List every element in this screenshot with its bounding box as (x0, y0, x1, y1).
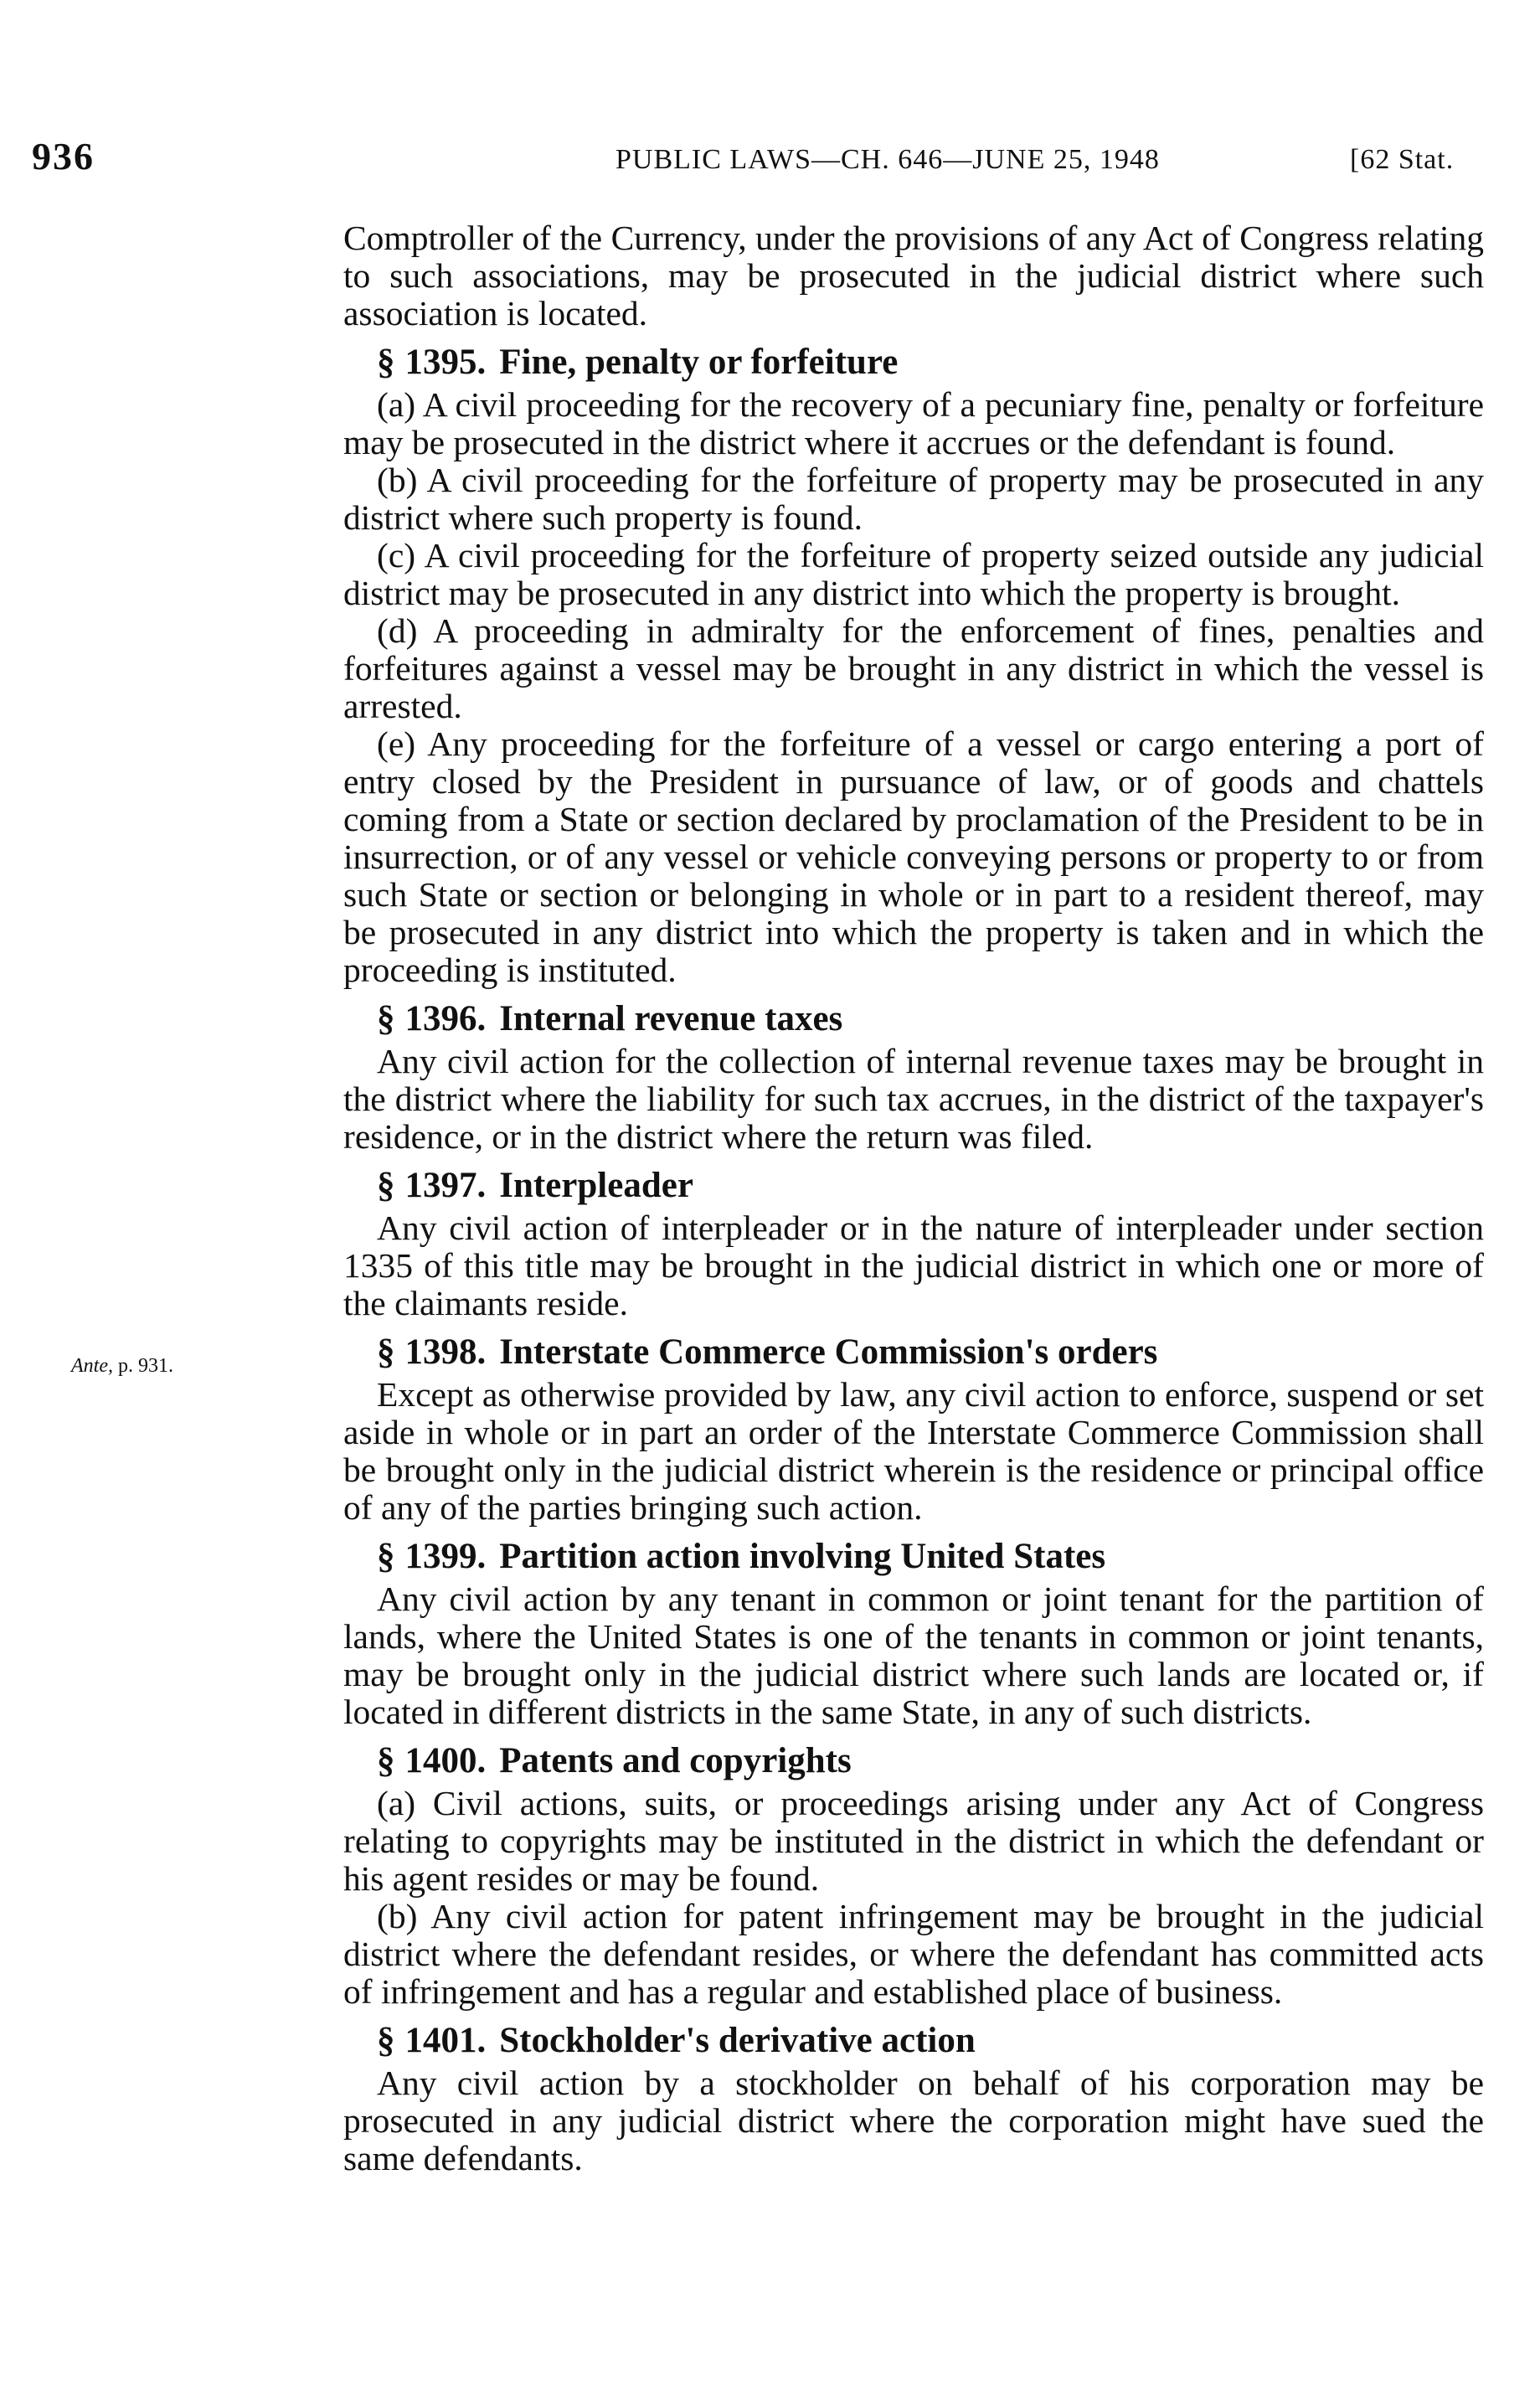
section-number: 1399. (404, 1537, 487, 1576)
margin-note-label: Ante, (71, 1355, 113, 1377)
section-1401 (343, 2021, 1484, 2177)
section-heading (343, 2021, 1484, 2061)
section-mark: § (377, 1537, 395, 1576)
section-1396 (343, 999, 1484, 1156)
section-number: 1395. (404, 343, 487, 382)
section-heading (343, 1166, 1484, 1206)
section-number: 1400. (404, 1741, 487, 1780)
section-mark: § (377, 1166, 395, 1205)
section-paragraph: Except as otherwise provided by law, any civil action to enforce, suspend or set aside in whole or in part an order of the Interstate Commerce Commission shall be brought only in the judicial district wherein is the residence or principal office of any of the parties bringing such action. (343, 1375, 1484, 1527)
section-1397 (343, 1166, 1484, 1322)
page-header (0, 134, 1540, 184)
section-heading (343, 999, 1484, 1039)
section-paragraph: Any civil action by any tenant in common or joint tenant for the partition of lands, where the United States is one of the tenants in common or joint tenants, may be brought only in the judicial district where such lands are located or, if located in different districts in the same State, in any of such districts. (343, 1579, 1484, 1731)
section-number: 1398. (404, 1332, 487, 1372)
volume-reference: [62 Stat. (1350, 144, 1455, 175)
section-paragraph: (a) Civil actions, suits, or proceedings arising under any Act of Congress relating to copyrights may be instituted in the district in which the defendant or his agent resides or may be found. (343, 1784, 1484, 1898)
section-title: Fine, penalty or forfeiture (499, 343, 899, 382)
section-paragraph: Any civil action for the collection of internal revenue taxes may be brought in the district where the liability for such tax accrues, in the district of the taxpayer's residence, or in the district where the return was filed. (343, 1042, 1484, 1156)
section-paragraph: (c) A civil proceeding for the forfeiture of property seized outside any judicial district may be prosecuted in any district into which the property is brought. (343, 536, 1484, 612)
section-paragraph: (e) Any proceeding for the forfeiture of a vessel or cargo entering a port of entry closed by the President in pursuance of law, or of goods and chattels coming from a State or section declared by proclamation of the President to be in insurrection, or of any vessel or vehicle conveying persons or property to or from such State or section or belonging in whole or in part to a resident thereof, may be prosecuted in any district into which the property is taken and in which the proceeding is instituted. (343, 724, 1484, 989)
section-1400 (343, 1741, 1484, 2011)
section-1398 (343, 1332, 1484, 1527)
section-paragraph: (a) A civil proceeding for the recovery of a pecuniary fine, penalty or forfeiture may be prosecuted in the district where it accrues or the defendant is found. (343, 385, 1484, 461)
section-number: 1401. (404, 2021, 487, 2060)
section-heading (343, 1332, 1484, 1373)
section-title: Interpleader (499, 1166, 693, 1205)
section-heading (343, 1741, 1484, 1781)
section-title: Partition action involving United States (499, 1537, 1106, 1576)
section-paragraph: (b) A civil proceeding for the forfeiture of property may be prosecuted in any district where such property is found. (343, 461, 1484, 537)
section-paragraph: (d) A proceeding in admiralty for the enforcement of fines, penalties and forfeitures against a vessel may be brought in any district in which the vessel is arrested. (343, 611, 1484, 725)
section-mark: § (377, 343, 395, 382)
document-body (343, 219, 1484, 2177)
section-title: Interstate Commerce Commission's orders (499, 1332, 1158, 1372)
section-title: Stockholder's derivative action (499, 2021, 976, 2060)
section-paragraph: Any civil action by a stockholder on behalf of his corporation may be prosecuted in any judicial district where the corporation might have sued the same defendants. (343, 2064, 1484, 2177)
margin-note (71, 1355, 173, 1378)
section-heading (343, 343, 1484, 383)
section-mark: § (377, 2021, 395, 2060)
intro-paragraph: Comptroller of the Currency, under the provisions of any Act of Congress relating to such associations, may be prosecuted in the judicial district where such association is located. (343, 219, 1484, 332)
margin-note-ref: p. 931. (117, 1355, 173, 1377)
section-1399 (343, 1537, 1484, 1731)
page-number: 936 (32, 135, 95, 178)
section-paragraph: (b) Any civil action for patent infringement may be brought in the judicial district where the defendant resides, or where the defendant has committed acts of infringement and has a regular and established place of business. (343, 1897, 1484, 2011)
section-mark: § (377, 1741, 395, 1780)
section-heading (343, 1537, 1484, 1577)
section-1395 (343, 343, 1484, 989)
section-number: 1396. (404, 999, 487, 1038)
section-title: Patents and copyrights (499, 1741, 852, 1780)
section-mark: § (377, 999, 395, 1038)
section-number: 1397. (404, 1166, 487, 1205)
running-head: PUBLIC LAWS—CH. 646—JUNE 25, 1948 (615, 144, 1160, 175)
section-paragraph: Any civil action of interpleader or in the nature of interpleader under section 1335 of this title may be brought in the judicial district in which one or more of the claimants reside. (343, 1208, 1484, 1322)
section-mark: § (377, 1332, 395, 1372)
section-title: Internal revenue taxes (499, 999, 843, 1038)
